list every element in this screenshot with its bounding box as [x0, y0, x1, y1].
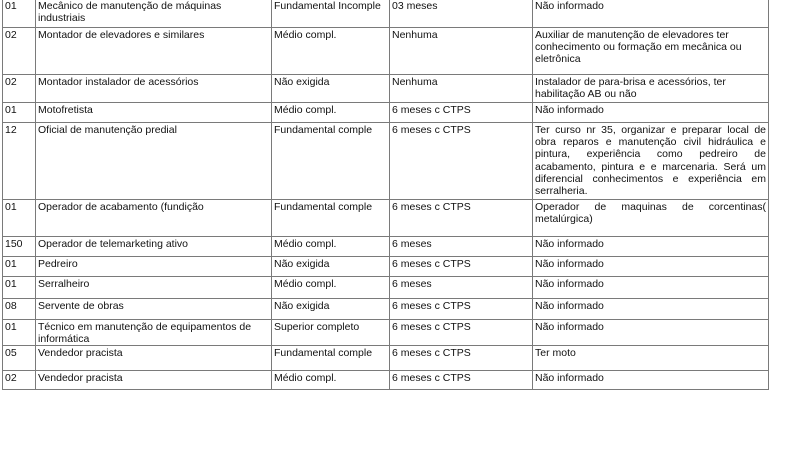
vacancy-count-cell: 01 — [3, 103, 36, 123]
table-row — [3, 123, 769, 200]
education-cell: Fundamental comple — [272, 346, 390, 371]
table-row — [3, 0, 769, 28]
vacancy-count-cell: 150 — [3, 237, 36, 257]
vacancy-count-cell: 01 — [3, 0, 36, 28]
table-row — [3, 75, 769, 103]
education-cell: Fundamental comple — [272, 123, 390, 200]
notes-cell: Instalador de para-brisa e acessórios, ter habilitação AB ou não — [533, 75, 769, 103]
education-cell: Fundamental comple — [272, 200, 390, 237]
job-title-cell: Montador de elevadores e similares — [36, 28, 272, 75]
table-row — [3, 28, 769, 75]
notes-cell: Não informado — [533, 277, 769, 299]
vacancy-count-cell: 02 — [3, 371, 36, 390]
table-row — [3, 346, 769, 371]
vacancy-count-cell: 01 — [3, 257, 36, 277]
job-title-cell: Operador de acabamento (fundição — [36, 200, 272, 237]
experience-cell: Nenhuma — [390, 75, 533, 103]
notes-cell: Ter moto — [533, 346, 769, 371]
job-title-cell: Operador de telemarketing ativo — [36, 237, 272, 257]
education-cell: Não exigida — [272, 257, 390, 277]
notes-cell: Não informado — [533, 320, 769, 346]
experience-cell: Nenhuma — [390, 28, 533, 75]
job-title-cell: Técnico em manutenção de equipamentos de informática — [36, 320, 272, 346]
experience-cell: 6 meses c CTPS — [390, 320, 533, 346]
notes-cell: Não informado — [533, 371, 769, 390]
education-cell: Médio compl. — [272, 237, 390, 257]
education-cell: Superior completo — [272, 320, 390, 346]
experience-cell: 6 meses — [390, 237, 533, 257]
vacancy-count-cell: 01 — [3, 277, 36, 299]
job-title-cell: Montador instalador de acessórios — [36, 75, 272, 103]
education-cell: Médio compl. — [272, 277, 390, 299]
education-cell: Médio compl. — [272, 103, 390, 123]
job-listing-sheet — [2, 0, 768, 390]
experience-cell: 6 meses c CTPS — [390, 103, 533, 123]
vacancy-count-cell: 01 — [3, 320, 36, 346]
table-row — [3, 257, 769, 277]
table-row — [3, 277, 769, 299]
vacancy-count-cell: 02 — [3, 75, 36, 103]
job-title-cell: Oficial de manutenção predial — [36, 123, 272, 200]
education-cell: Fundamental Incomple — [272, 0, 390, 28]
education-cell: Médio compl. — [272, 28, 390, 75]
job-title-cell: Pedreiro — [36, 257, 272, 277]
vacancy-count-cell: 05 — [3, 346, 36, 371]
job-title-cell: Vendedor pracista — [36, 371, 272, 390]
job-title-cell: Mecânico de manutenção de máquinas industriais — [36, 0, 272, 28]
notes-cell: Não informado — [533, 103, 769, 123]
vacancy-count-cell: 02 — [3, 28, 36, 75]
table-row — [3, 299, 769, 320]
experience-cell: 6 meses c CTPS — [390, 299, 533, 320]
experience-cell: 6 meses — [390, 277, 533, 299]
job-title-cell: Motofretista — [36, 103, 272, 123]
experience-cell: 03 meses — [390, 0, 533, 28]
experience-cell: 6 meses c CTPS — [390, 200, 533, 237]
table-row — [3, 200, 769, 237]
experience-cell: 6 meses c CTPS — [390, 123, 533, 200]
experience-cell: 6 meses c CTPS — [390, 257, 533, 277]
notes-cell: Não informado — [533, 237, 769, 257]
job-title-cell: Serralheiro — [36, 277, 272, 299]
notes-cell: Não informado — [533, 257, 769, 277]
job-table — [2, 0, 769, 390]
vacancy-count-cell: 08 — [3, 299, 36, 320]
education-cell: Não exigida — [272, 299, 390, 320]
experience-cell: 6 meses c CTPS — [390, 371, 533, 390]
table-row — [3, 237, 769, 257]
table-row — [3, 103, 769, 123]
notes-cell: Não informado — [533, 299, 769, 320]
notes-cell: Não informado — [533, 0, 769, 28]
vacancy-count-cell: 12 — [3, 123, 36, 200]
job-title-cell: Vendedor pracista — [36, 346, 272, 371]
table-row — [3, 371, 769, 390]
education-cell: Não exigida — [272, 75, 390, 103]
education-cell: Médio compl. — [272, 371, 390, 390]
vacancy-count-cell: 01 — [3, 200, 36, 237]
notes-cell: Operador de maquinas de corcentinas( metalúrgica) — [533, 200, 769, 237]
notes-cell: Auxiliar de manutenção de elevadores ter conhecimento ou formação em mecânica ou eletrônica — [533, 28, 769, 75]
job-title-cell: Servente de obras — [36, 299, 272, 320]
notes-cell: Ter curso nr 35, organizar e preparar local de obra reparos e manutenção civil hidráulica e pintura, experiência como pedreiro de acabamento, pintura e e marcenaria. Será um diferencial conhecimentos e experiência em serralheria. — [533, 123, 769, 200]
table-row — [3, 320, 769, 346]
experience-cell: 6 meses c CTPS — [390, 346, 533, 371]
